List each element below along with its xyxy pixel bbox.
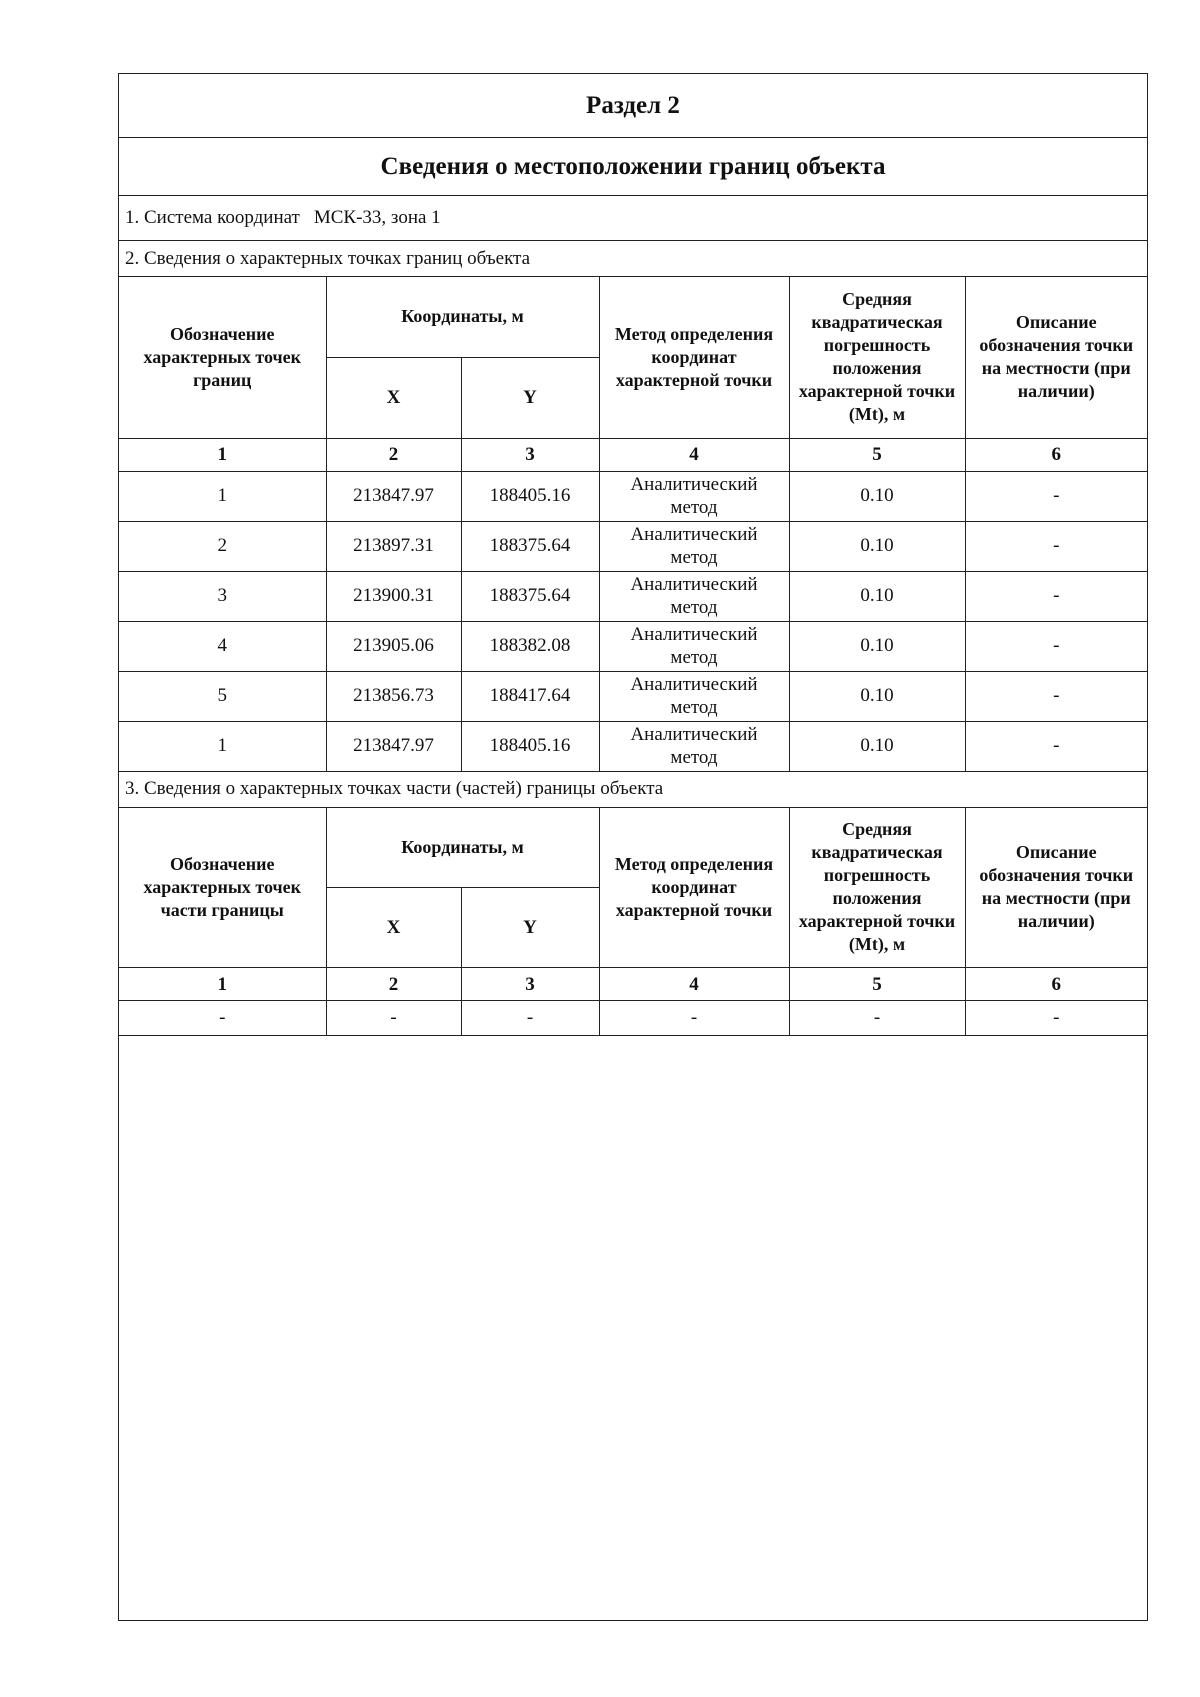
- point-id: 5: [119, 671, 326, 721]
- method-line: Аналитический: [630, 674, 758, 695]
- part-cell: -: [461, 1001, 599, 1036]
- method-line: метод: [670, 547, 718, 568]
- col-error: Средняя квадратическая погрешность положения характерной точки (Mt), м: [789, 277, 965, 438]
- part-cell: -: [789, 1001, 965, 1036]
- col-number: 4: [599, 968, 789, 1001]
- table-row: [119, 471, 1147, 521]
- col-method: Метод определения координат характерной точки: [599, 808, 789, 968]
- point-method: [599, 571, 789, 621]
- method-line: метод: [670, 697, 718, 718]
- col-designation: Обозначение характерных точек части границы: [119, 808, 326, 968]
- col-number: 2: [326, 968, 461, 1001]
- point-id: 1: [119, 471, 326, 521]
- method-line: Аналитический: [630, 474, 758, 495]
- point-method: [599, 521, 789, 571]
- point-x: 213900.31: [326, 571, 461, 621]
- col-number: 5: [789, 968, 965, 1001]
- section-title: Раздел 2: [119, 74, 1147, 138]
- point-description: -: [965, 521, 1147, 571]
- col-number: 6: [965, 438, 1147, 471]
- point-id: 2: [119, 521, 326, 571]
- parts-section-title: 3. Сведения о характерных точках части (частей) границы объекта: [119, 772, 1147, 808]
- point-description: -: [965, 621, 1147, 671]
- point-description: -: [965, 571, 1147, 621]
- col-number: 5: [789, 438, 965, 471]
- document-frame: [118, 73, 1148, 1621]
- method-line: Аналитический: [630, 574, 758, 595]
- table-row: [119, 621, 1147, 671]
- col-number: 2: [326, 438, 461, 471]
- part-cell: -: [119, 1001, 326, 1036]
- point-x: 213856.73: [326, 671, 461, 721]
- point-error: 0.10: [789, 521, 965, 571]
- col-number: 3: [461, 968, 599, 1001]
- point-y: 188405.16: [461, 721, 599, 771]
- points-section-title: 2. Сведения о характерных точках границ объекта: [119, 241, 1147, 277]
- point-error: 0.10: [789, 471, 965, 521]
- table-row: [119, 521, 1147, 571]
- point-error: 0.10: [789, 621, 965, 671]
- point-error: 0.10: [789, 571, 965, 621]
- col-number: 4: [599, 438, 789, 471]
- col-x: X: [326, 888, 461, 968]
- col-number: 6: [965, 968, 1147, 1001]
- part-cell: -: [326, 1001, 461, 1036]
- point-y: 188405.16: [461, 471, 599, 521]
- col-y: Y: [461, 357, 599, 438]
- point-description: -: [965, 471, 1147, 521]
- col-number: 1: [119, 438, 326, 471]
- point-y: 188417.64: [461, 671, 599, 721]
- col-number: 3: [461, 438, 599, 471]
- col-coordinates: Координаты, м: [326, 808, 599, 888]
- point-id: 3: [119, 571, 326, 621]
- method-line: Аналитический: [630, 524, 758, 545]
- col-designation: Обозначение характерных точек границ: [119, 277, 326, 438]
- point-method: [599, 621, 789, 671]
- part-boundary-points-table: [119, 808, 1147, 1037]
- point-x: 213897.31: [326, 521, 461, 571]
- method-line: Аналитический: [630, 624, 758, 645]
- table-row: [119, 721, 1147, 771]
- point-y: 188382.08: [461, 621, 599, 671]
- point-id: 1: [119, 721, 326, 771]
- point-description: -: [965, 721, 1147, 771]
- part-cell: -: [965, 1001, 1147, 1036]
- table-row: [119, 671, 1147, 721]
- col-method: Метод определения координат характерной точки: [599, 277, 789, 438]
- method-line: Аналитический: [630, 724, 758, 745]
- method-line: метод: [670, 497, 718, 518]
- coord-system-line: [119, 196, 1147, 241]
- point-x: 213847.97: [326, 721, 461, 771]
- part-cell: -: [599, 1001, 789, 1036]
- col-number: 1: [119, 968, 326, 1001]
- point-y: 188375.64: [461, 521, 599, 571]
- section-subtitle: Сведения о местоположении границ объекта: [119, 138, 1147, 196]
- method-line: метод: [670, 647, 718, 668]
- col-error: Средняя квадратическая погрешность положения характерной точки (Mt), м: [789, 808, 965, 968]
- method-line: метод: [670, 597, 718, 618]
- point-method: [599, 671, 789, 721]
- table-row: [119, 1001, 1147, 1036]
- point-x: 213905.06: [326, 621, 461, 671]
- point-method: [599, 471, 789, 521]
- point-id: 4: [119, 621, 326, 671]
- col-description: Описание обозначения точки на местности (при наличии): [965, 808, 1147, 968]
- column-numbers-row: [119, 968, 1147, 1001]
- point-x: 213847.97: [326, 471, 461, 521]
- point-y: 188375.64: [461, 571, 599, 621]
- col-coordinates: Координаты, м: [326, 277, 599, 357]
- col-x: X: [326, 357, 461, 438]
- point-description: -: [965, 671, 1147, 721]
- boundary-points-table: [119, 277, 1147, 772]
- col-y: Y: [461, 888, 599, 968]
- point-error: 0.10: [789, 721, 965, 771]
- coord-system-label: 1. Система координат: [125, 207, 300, 228]
- coord-system-value: МСК-33, зона 1: [313, 207, 441, 228]
- point-method: [599, 721, 789, 771]
- col-description: Описание обозначения точки на местности (при наличии): [965, 277, 1147, 438]
- point-error: 0.10: [789, 671, 965, 721]
- table-row: [119, 571, 1147, 621]
- method-line: метод: [670, 747, 718, 768]
- column-numbers-row: [119, 438, 1147, 471]
